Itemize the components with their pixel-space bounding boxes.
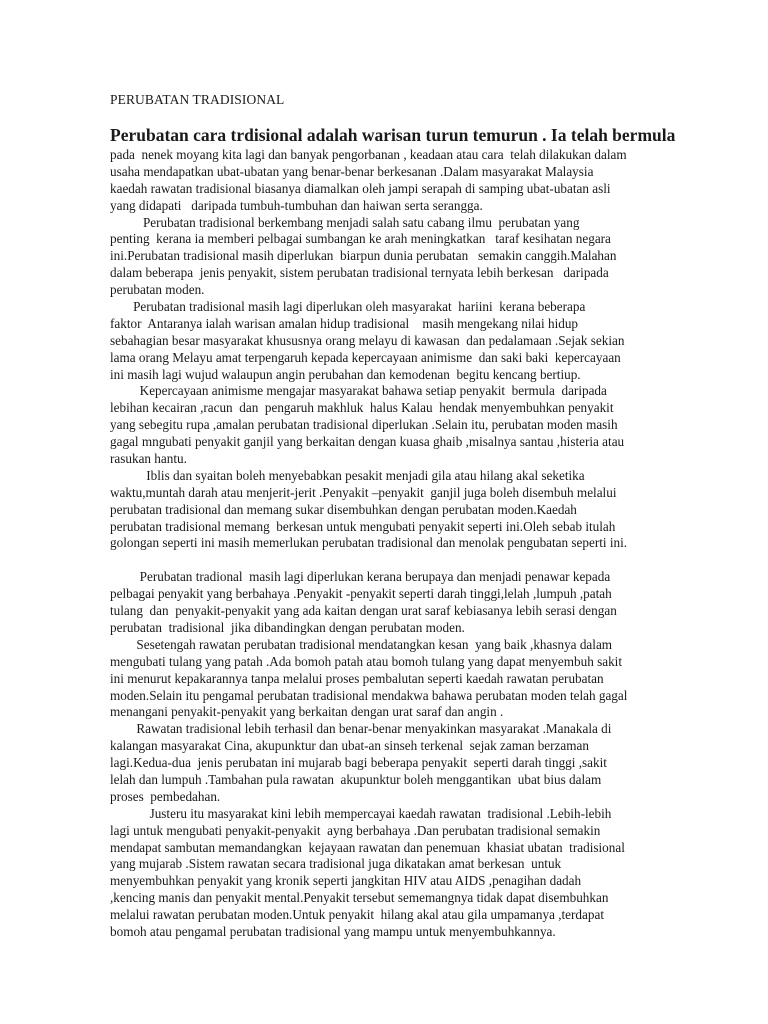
text-line: mendapat sambutan memandangkan kejayaan rawatan dan penemuan khasiat ubatan tradisional	[110, 839, 625, 855]
text-line: penting kerana ia memberi pelbagai sumbangan ke arah meningkatkan taraf kesihatan negara	[110, 231, 611, 247]
text-line: yang didapati daripada tumbuh-tumbuhan dan haiwan serta serangga.	[110, 197, 483, 213]
text-line: lagi.Kedua-dua jenis perubatan ini mujarab bagi beberapa penyakit seperti darah tinggi ,sakit	[110, 755, 607, 771]
text-line: perubatan tradisional memang berkesan untuk mengubati penyakit seperti ini.Oleh sebab itulah	[110, 518, 616, 534]
text-line: proses pembedahan.	[110, 788, 221, 804]
text-line: sebahagian besar masyarakat khususnya orang melayu di kawasan dan pedalamaan .Sejak sekian	[110, 332, 625, 348]
text-line: bomoh atau pengamal perubatan tradisional yang mampu untuk menyembuhkannya.	[110, 923, 556, 939]
text-line: golongan seperti ini masih memerlukan perubatan tradisional dan menolak pengubatan seperti ini.	[110, 535, 628, 551]
text-line: ,kencing manis dan penyakit mental.Penyakit tersebut sememangnya tidak dapat disembuhkan	[110, 890, 609, 906]
text-line: rasukan hantu.	[110, 451, 187, 467]
text-line: waktu,muntah darah atau menjerit-jerit .Penyakit –penyakit ganjil juga boleh disembuh melalui	[110, 484, 617, 500]
text-line: perubatan moden.	[110, 282, 205, 298]
text-line: Kepercayaan animisme mengajar masyarakat bahawa setiap penyakit bermula daripada	[110, 383, 607, 399]
blank-line	[110, 552, 670, 569]
text-line: kalangan masyarakat Cina, akupunktur dan ubat-an sinseh terkenal sejak zaman berzaman	[110, 738, 589, 754]
text-line: gagal mngubati penyakit ganjil yang berkaitan dengan kuasa ghaib ,misalnya santau ,histeria atau	[110, 434, 625, 450]
text-line: yang sebegitu rupa ,amalan perubatan tradisional diperlukan .Selain itu, perubatan moden masih	[110, 417, 618, 433]
text-line: pada nenek moyang kita lagi dan banyak pengorbanan , keadaan atau cara telah dilakukan dalam	[110, 147, 627, 162]
text-line: menyembuhkan penyakit yang kronik seperti jangkitan HIV atau AIDS ,penagihan dadah	[110, 873, 582, 889]
text-line: lama orang Melayu amat terpengaruh kepada kepercayaan animisme dan saki baki kepercayaan	[110, 349, 621, 365]
text-line: perubatan tradisional jika dibandingkan dengan perubatan moden.	[110, 619, 465, 635]
text-line: Perubatan tradional masih lagi diperlukan kerana berupaya dan menjadi penawar kepada	[110, 569, 611, 585]
text-line: perubatan tradisional dan memang sukar disembuhkan dengan perubatan moden.Kaedah	[110, 501, 577, 517]
lead-sentence: Perubatan cara trdisional adalah warisan turun temurun . Ia telah bermula	[110, 125, 676, 145]
text-line: moden.Selain itu pengamal perubatan tradisional mendakwa bahawa perubatan moden telah gagal	[110, 687, 628, 703]
text-line: ini masih lagi wujud walaupun angin perubahan dan kemodenan begitu kencang bertiup.	[110, 366, 581, 382]
text-line: ini.Perubatan tradisional masih diperlukan biarpun dunia perubatan semakin canggih.Malahan	[110, 248, 617, 264]
text-line: ini menurut kepakarannya tanpa melalui proses pembalutan seperti kaedah rawatan perubatan	[110, 670, 604, 686]
text-line: faktor Antaranya ialah warisan amalan hidup tradisional masih mengekang nilai hidup	[110, 315, 579, 331]
text-line: Perubatan tradisional masih lagi diperlukan oleh masyarakat hariini kerana beberapa	[110, 299, 586, 315]
text-line: tulang dan penyakit-penyakit yang ada kaitan dengan urat saraf kebiasanya lebih serasi dengan	[110, 603, 617, 619]
text-line: lebihan kecairan ,racun dan pengaruh makhluk halus Kalau hendak menyembuhkan penyakit	[110, 400, 614, 416]
text-line: Rawatan tradisional lebih terhasil dan benar-benar menyakinkan masyarakat .Manakala di	[110, 721, 612, 737]
text-line: mengubati tulang yang patah .Ada bomoh patah atau bomoh tulang yang dapat menyembuh sakit	[110, 653, 622, 669]
text-line: lagi untuk mengubati penyakit-penyakit ayng berbahaya .Dan perubatan tradisional semakin	[110, 822, 601, 838]
text-line: Sesetengah rawatan perubatan tradisional mendatangkan kesan yang baik ,khasnya dalam	[110, 636, 613, 652]
body-text	[110, 147, 670, 941]
text-line: melalui rawatan perubatan moden.Untuk penyakit hilang akal atau gila umpamanya ,terdapat	[110, 907, 604, 923]
text-line: kaedah rawatan tradisional biasanya diamalkan oleh jampi serapah di samping ubat-ubatan asli	[110, 180, 611, 196]
text-line: pelbagai penyakit yang berbahaya .Penyakit -penyakit seperti darah tinggi,lelah ,lumpuh ,patah	[110, 586, 612, 602]
text-line: dalam beberapa jenis penyakit, sistem perubatan tradisional ternyata lebih berkesan daripada	[110, 265, 609, 281]
text-line: usaha mendapatkan ubat-ubatan yang benar-benar berkesanan .Dalam masyarakat Malaysia	[110, 163, 594, 179]
document-title: PERUBATAN TRADISIONAL	[110, 92, 285, 107]
text-line: menangani penyakit-penyakit yang berkaitan dengan urat saraf dan angin .	[110, 704, 504, 720]
text-line: Iblis dan syaitan boleh menyebabkan pesakit menjadi gila atau hilang akal seketika	[110, 467, 585, 483]
text-line: Justeru itu masyarakat kini lebih mempercayai kaedah rawatan tradisional .Lebih-lebih	[110, 805, 612, 821]
text-line: lelah dan lumpuh .Tambahan pula rawatan akupunktur boleh menggantikan ubat bius dalam	[110, 771, 602, 787]
text-line: Perubatan tradisional berkembang menjadi salah satu cabang ilmu perubatan yang	[110, 214, 580, 230]
text-line: yang mujarab .Sistem rawatan secara tradisional juga dikatakan amat berkesan untuk	[110, 856, 562, 872]
